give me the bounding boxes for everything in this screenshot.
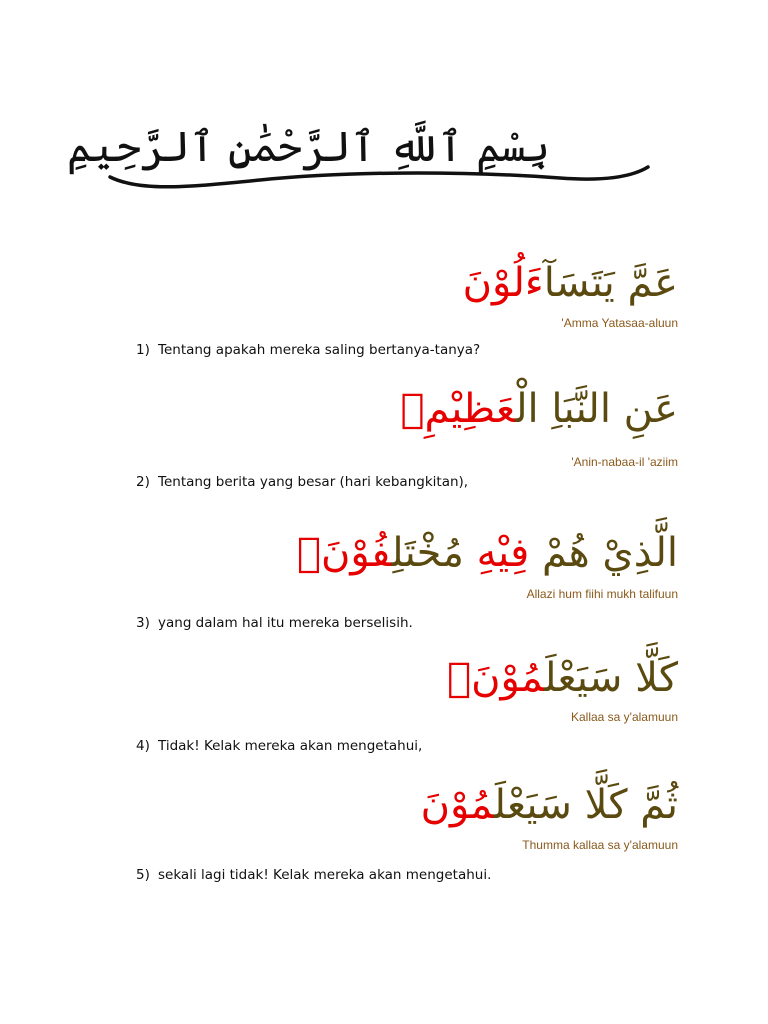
verse-3-arabic-seg-4: فُوْنَۗ xyxy=(297,530,392,576)
basmala-calligraphy xyxy=(66,112,670,212)
verse-4-transliteration: Kallaa sa y'alamuun xyxy=(570,710,678,724)
basmala-text: بِسْمِ ٱللَّهِ ٱلرَّحْمَٰنِ ٱلرَّحِيمِ xyxy=(66,122,550,171)
verse-4-number: 4) xyxy=(136,738,150,754)
verse-1-translation: Tentang apakah mereka saling bertanya-tanya? xyxy=(158,342,481,358)
verse-3-number: 3) xyxy=(136,615,150,631)
verse-2-arabic xyxy=(401,384,679,434)
verse-5-arabic-seg-2: مُوْنَ xyxy=(420,782,494,828)
verse-5-translation-line xyxy=(136,867,491,883)
verse-4-arabic-seg-1: كَلَّا سَيَعْلَ xyxy=(544,655,678,701)
verse-1-arabic xyxy=(463,258,678,308)
verse-3-transliteration: Allazi hum fiihi mukh talifuun xyxy=(526,587,678,601)
verse-5-arabic-seg-1: ثُمَّ كَلَّا سَيَعْلَ xyxy=(493,782,678,828)
verse-3-arabic-seg-1: الَّذِيْ هُمْ xyxy=(529,530,678,576)
verse-3-arabic xyxy=(297,528,678,578)
verse-2-translation-line xyxy=(136,474,468,490)
verse-4-translation-line xyxy=(136,738,422,754)
verse-5-transliteration: Thumma kallaa sa y'alamuun xyxy=(522,838,678,852)
verse-2-arabic-seg-1: عَنِ النَّبَاِ الْ xyxy=(515,386,678,432)
verse-2-transliteration: 'Anin-nabaa-il 'aziim xyxy=(571,455,678,469)
verse-1-arabic-seg-1: عَمَّ يَتَسَا xyxy=(543,260,678,306)
verse-5-number: 5) xyxy=(136,867,150,883)
verse-1-number: 1) xyxy=(136,342,150,358)
verse-3-arabic-seg-3: مُخْتَلِ xyxy=(391,530,477,576)
verse-5-translation: sekali lagi tidak! Kelak mereka akan mengetahui. xyxy=(158,867,492,883)
verse-2-translation: Tentang berita yang besar (hari kebangkitan), xyxy=(158,474,469,490)
verse-3-translation-line xyxy=(136,615,413,631)
verse-4-translation: Tidak! Kelak mereka akan mengetahui, xyxy=(158,738,423,754)
verse-5-arabic xyxy=(421,780,678,830)
verse-4-arabic xyxy=(447,653,678,703)
verse-1-translation-line xyxy=(136,342,480,358)
verse-1-arabic-seg-3: ءَلُوْنَ xyxy=(462,260,544,306)
verse-1-transliteration: 'Amma Yatasaa-aluun xyxy=(561,316,678,330)
verse-3-translation: yang dalam hal itu mereka berselisih. xyxy=(158,615,413,631)
verse-3-arabic-seg-2: فِيْهِ xyxy=(476,530,530,576)
verse-4-arabic-seg-2: مُوْنَۙ xyxy=(447,655,545,701)
verse-2-arabic-seg-2: عَظِيْمِۙ xyxy=(400,386,516,432)
verse-2-number: 2) xyxy=(136,474,150,490)
